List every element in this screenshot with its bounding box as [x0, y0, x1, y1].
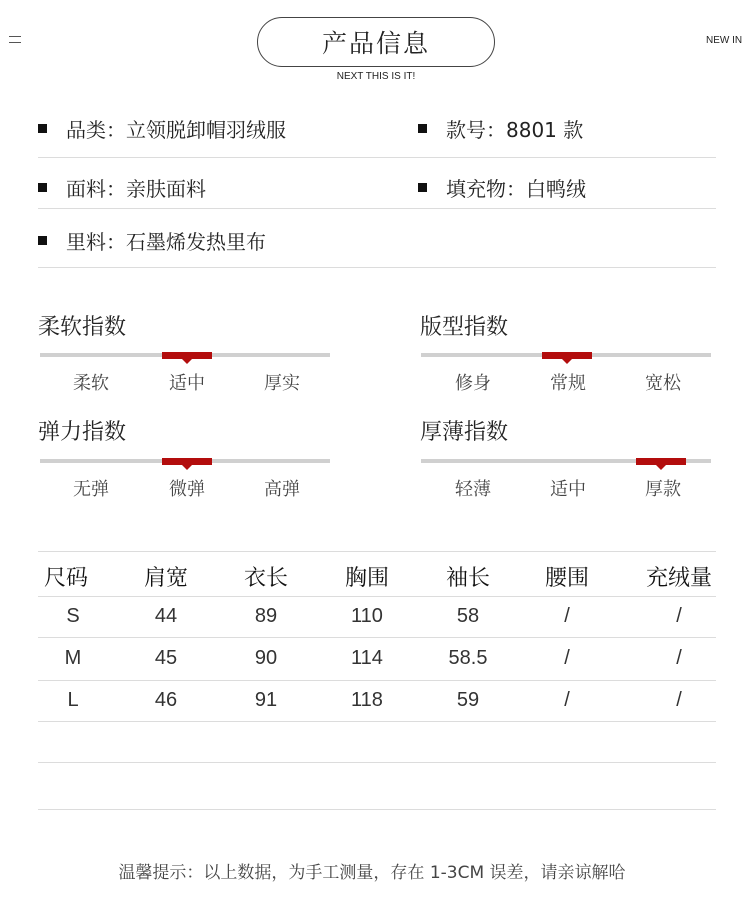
table-cell: 46	[154, 689, 178, 711]
table-divider	[38, 637, 716, 638]
table-cell: 58.5	[448, 647, 488, 669]
column-header: 肩宽	[143, 566, 188, 591]
table-cell: /	[564, 689, 570, 711]
table-cell: 44	[154, 605, 178, 627]
table-divider	[38, 721, 716, 722]
thickness-index-marker	[636, 458, 686, 465]
softness-index-marker	[162, 352, 212, 359]
softness-option: 适中	[169, 373, 205, 394]
thickness-option: 适中	[550, 479, 586, 500]
thickness-option: 厚款	[645, 479, 681, 500]
fit-index-marker	[542, 352, 592, 359]
info-fabric	[38, 173, 206, 202]
table-border-bottom	[38, 809, 716, 810]
divider	[38, 267, 716, 268]
info-category-text: 品类：立领脱卸帽羽绒服	[66, 118, 286, 142]
table-cell: 91	[254, 689, 278, 711]
table-cell: 45	[154, 647, 178, 669]
table-cell: 114	[351, 647, 383, 669]
table-cell: /	[676, 647, 682, 669]
elasticity-option: 高弹	[264, 479, 300, 500]
elasticity-option: 微弹	[169, 479, 205, 500]
table-cell: /	[564, 605, 570, 627]
table-cell: /	[676, 605, 682, 627]
elasticity-index-track	[40, 459, 330, 463]
column-header: 衣长	[243, 566, 288, 591]
column-header: 尺码	[44, 566, 89, 591]
fit-index-track	[421, 353, 711, 357]
table-cell: 58	[456, 605, 480, 627]
table-divider	[38, 680, 716, 681]
thickness-option: 轻薄	[455, 479, 491, 500]
table-divider	[38, 596, 716, 597]
bullet-square-icon	[418, 124, 427, 133]
bullet-square-icon	[38, 124, 47, 133]
page-title	[257, 17, 495, 67]
fit-option: 宽松	[645, 373, 681, 394]
bullet-square-icon	[38, 236, 47, 245]
table-cell: 59	[456, 689, 480, 711]
column-header: 充绒量	[645, 566, 712, 591]
table-border-top	[38, 551, 716, 552]
table-cell: 89	[254, 605, 278, 627]
elasticity-index-title: 弹力指数	[38, 420, 127, 445]
fit-index-title: 版型指数	[420, 315, 509, 340]
fit-option: 修身	[455, 373, 491, 394]
column-header: 袖长	[445, 566, 490, 591]
elasticity-index-marker	[162, 458, 212, 465]
measurement-note: 温馨提示：以上数据，为手工测量，存在 1-3CM 误差，请亲谅解哈	[118, 863, 626, 883]
column-header: 腰围	[544, 566, 589, 591]
menu-icon[interactable]	[9, 36, 21, 44]
new-in-label: NEW IN	[706, 35, 743, 46]
page-title-text: 产品信息	[321, 29, 430, 58]
info-fabric-text: 面料：亲肤面料	[66, 177, 206, 201]
info-style-no	[418, 114, 583, 143]
info-style-no-text: 款号：8801 款	[446, 118, 584, 142]
table-cell: L	[67, 689, 79, 711]
info-category	[38, 114, 286, 143]
table-cell: 110	[351, 605, 383, 627]
table-cell: 90	[254, 647, 278, 669]
softness-index-track	[40, 353, 330, 357]
fit-option: 常规	[550, 373, 586, 394]
info-lining-text: 里料：石墨烯发热里布	[66, 230, 266, 254]
info-filling	[418, 173, 586, 202]
table-cell: 118	[351, 689, 383, 711]
info-lining	[38, 226, 266, 255]
divider	[38, 208, 716, 209]
column-header: 胸围	[344, 566, 389, 591]
table-cell: /	[676, 689, 682, 711]
elasticity-option: 无弹	[73, 479, 109, 500]
softness-option: 柔软	[73, 373, 109, 394]
softness-option: 厚实	[264, 373, 300, 394]
thickness-index-title: 厚薄指数	[420, 420, 509, 445]
table-cell: /	[564, 647, 570, 669]
page-subtitle: NEXT THIS IS IT!	[336, 71, 416, 82]
bullet-square-icon	[38, 183, 47, 192]
divider	[38, 157, 716, 158]
bullet-square-icon	[418, 183, 427, 192]
table-cell: M	[64, 647, 82, 669]
info-filling-text: 填充物：白鸭绒	[446, 177, 586, 201]
table-cell: S	[66, 605, 80, 627]
table-divider	[38, 762, 716, 763]
thickness-index-track	[421, 459, 711, 463]
softness-index-title: 柔软指数	[38, 315, 127, 340]
